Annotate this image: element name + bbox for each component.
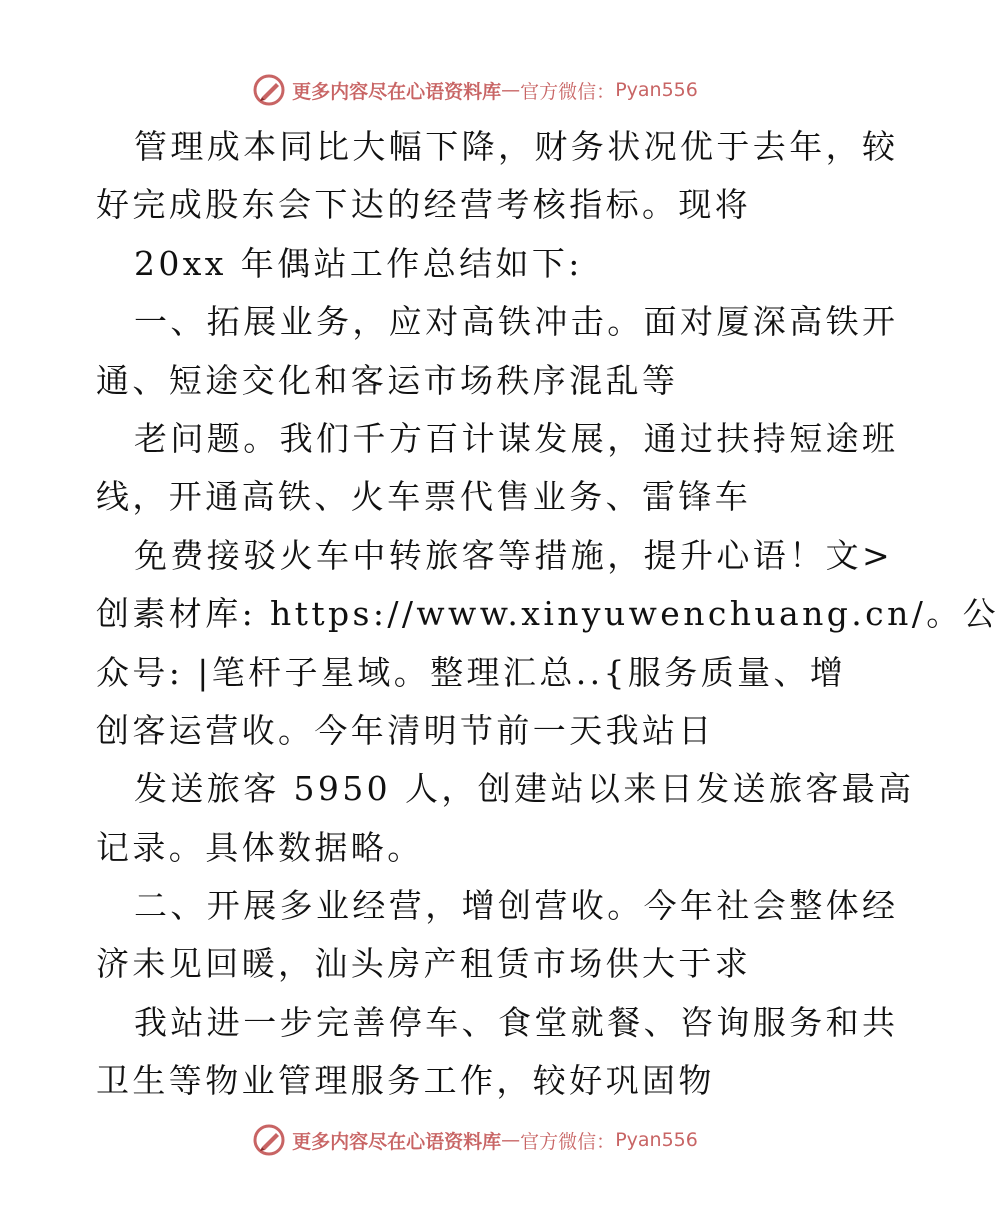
body-line: 20xx 年偶站工作总结如下:: [134, 243, 583, 283]
banner-wechat-label: 官方微信：: [520, 1130, 616, 1153]
footer-watermark-banner: [0, 1120, 950, 1160]
banner-wechat-label: 官方微信：: [520, 80, 616, 103]
body-line: 济未见回暖，汕头房产租赁市场供大于求: [96, 944, 752, 984]
body-line: 我站进一步完善停车、食堂就餐、咨询服务和共: [134, 1002, 899, 1042]
banner-wechat-id: Pyan556: [615, 1129, 698, 1151]
body-line: 管理成本同比大幅下降，财务状况优于去年，较: [134, 127, 899, 166]
body-line: 创客运营收。今年清明节前一天我站日: [96, 710, 715, 750]
body-line: 一、拓展业务，应对高铁冲击。面对厦深高铁开: [134, 302, 899, 342]
body-line: 二、开展多业经营，增创营收。今年社会整体经: [134, 886, 899, 926]
header-watermark-banner: [0, 70, 950, 110]
body-line: 通、短途交化和客运市场秩序混乱等: [96, 360, 679, 400]
body-line: 卫生等物业管理服务工作，较好巩固物: [96, 1061, 715, 1101]
banner-brand-text: 更多内容尽在心语资料库: [292, 80, 502, 103]
body-line: 众号: |笔杆子星域。整理汇总..{服务质量、增: [96, 652, 847, 692]
pen-logo-icon: [252, 1123, 286, 1157]
body-line: 好完成股东会下达的经营考核指标。现将: [96, 185, 752, 225]
body-line: 免费接驳火车中转旅客等措施，提升心语！文>: [134, 535, 894, 575]
body-line: 记录。具体数据略。: [96, 827, 424, 867]
banner-separator: —: [501, 79, 521, 101]
body-line: 发送旅客 5950 人，创建站以来日发送旅客最高: [134, 769, 915, 809]
banner-brand-text: 更多内容尽在心语资料库: [292, 1130, 502, 1153]
body-line: 线，开通高铁、火车票代售业务、雷锋车: [96, 477, 752, 517]
document-body: [96, 118, 999, 1111]
banner-separator: —: [501, 1129, 521, 1151]
body-line: 老问题。我们千方百计谋发展，通过扶持短途班: [134, 418, 899, 458]
body-line: 创素材库: https://www.xinyuwenchuang.cn/。公: [96, 594, 999, 634]
pen-logo-icon: [252, 73, 286, 107]
banner-wechat-id: Pyan556: [615, 79, 698, 101]
